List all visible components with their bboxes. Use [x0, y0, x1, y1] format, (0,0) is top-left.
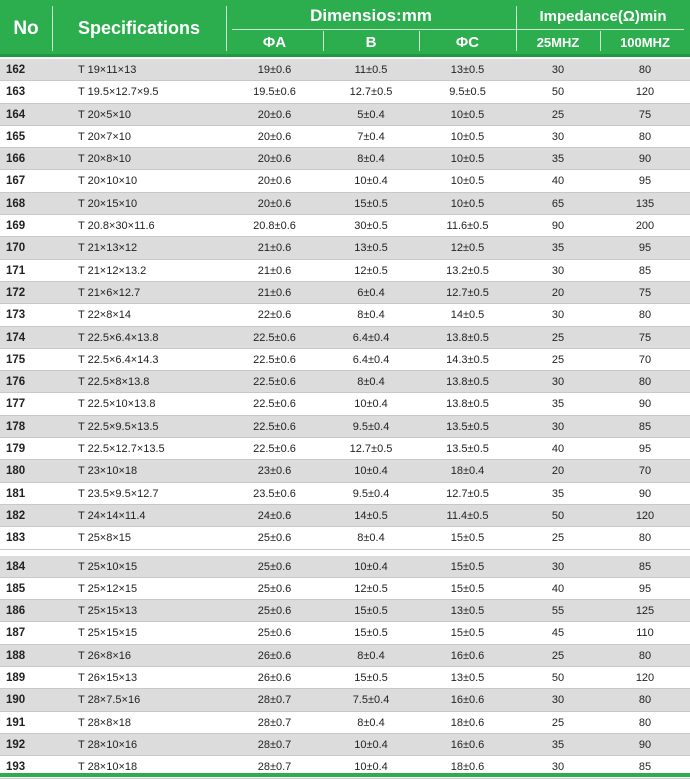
cell-no: 182 — [6, 509, 26, 522]
table-row — [0, 600, 690, 622]
cell-impedance-100mhz: 120 — [635, 86, 655, 99]
cell-dim-a: 25±0.6 — [257, 605, 292, 618]
table-header — [0, 0, 690, 57]
cell-dim-a: 23.5±0.6 — [253, 487, 296, 500]
cell-impedance-25mhz: 35 — [551, 242, 565, 255]
cell-dim-b: 10±0.4 — [354, 560, 388, 573]
cell-dim-c: 15±0.5 — [450, 560, 485, 573]
cell-dim-c: 10±0.5 — [450, 153, 485, 166]
cell-dim-a: 20±0.6 — [257, 108, 292, 121]
header-impedance: Impedance(Ω)min — [539, 7, 667, 25]
table-footer-bar — [0, 773, 690, 777]
cell-specification: T 20×7×10 — [78, 130, 132, 143]
cell-impedance-25mhz: 25 — [551, 649, 565, 662]
cell-impedance-25mhz: 25 — [551, 716, 565, 729]
cell-impedance-100mhz: 90 — [638, 153, 652, 166]
cell-impedance-100mhz: 80 — [638, 694, 652, 707]
cell-dim-c: 11.4±0.5 — [446, 509, 489, 522]
cell-no: 190 — [6, 694, 26, 707]
cell-specification: T 26×8×16 — [78, 649, 132, 662]
cell-impedance-100mhz: 95 — [638, 175, 652, 188]
cell-impedance-25mhz: 30 — [551, 694, 565, 707]
table-row — [0, 104, 690, 126]
cell-dim-c: 15±0.5 — [450, 582, 485, 595]
cell-impedance-100mhz: 90 — [638, 738, 652, 751]
table-row — [0, 215, 690, 237]
cell-impedance-100mhz: 70 — [638, 465, 652, 478]
cell-dim-a: 20±0.6 — [257, 130, 292, 143]
cell-dim-a: 25±0.6 — [257, 627, 292, 640]
cell-impedance-25mhz: 30 — [551, 560, 565, 573]
cell-no: 163 — [6, 86, 26, 99]
cell-impedance-100mhz: 80 — [638, 64, 652, 76]
cell-no: 174 — [6, 331, 26, 344]
table-row — [0, 578, 690, 600]
cell-dim-a: 22.5±0.6 — [253, 398, 296, 411]
cell-dim-c: 13±0.5 — [450, 672, 485, 685]
cell-dim-b: 6.4±0.4 — [352, 353, 390, 366]
cell-impedance-25mhz: 30 — [551, 761, 565, 774]
cell-dim-b: 6.4±0.4 — [352, 331, 390, 344]
cell-no: 189 — [6, 672, 26, 685]
cell-specification: T 20.8×30×11.6 — [78, 220, 155, 233]
cell-dim-a: 26±0.6 — [257, 672, 292, 685]
cell-dim-b: 12.7±0.5 — [349, 443, 393, 456]
cell-impedance-100mhz: 80 — [638, 716, 652, 729]
cell-impedance-25mhz: 25 — [551, 353, 565, 366]
cell-dim-b: 8±0.4 — [357, 716, 385, 729]
cell-no: 192 — [6, 738, 26, 751]
table-row — [0, 193, 690, 215]
cell-impedance-25mhz: 30 — [551, 420, 565, 433]
cell-impedance-100mhz: 120 — [635, 509, 655, 522]
row-divider — [0, 778, 690, 779]
table-row — [0, 170, 690, 192]
cell-impedance-25mhz: 30 — [551, 309, 565, 322]
cell-impedance-100mhz: 85 — [638, 560, 652, 573]
cell-impedance-25mhz: 40 — [551, 175, 565, 188]
cell-no: 167 — [6, 175, 26, 188]
cell-dim-a: 19.5±0.6 — [253, 86, 296, 99]
cell-specification: T 22.5×9.5×13.5 — [78, 420, 159, 433]
cell-dim-c: 15±0.5 — [450, 627, 485, 640]
cell-dim-b: 6±0.4 — [357, 286, 385, 299]
cell-dim-a: 22.5±0.6 — [253, 376, 296, 389]
cell-dim-c: 18±0.6 — [450, 716, 485, 729]
cell-dim-a: 22.5±0.6 — [253, 443, 296, 456]
cell-no: 186 — [6, 605, 26, 618]
table-row — [0, 556, 690, 578]
cell-impedance-100mhz: 85 — [638, 264, 652, 277]
cell-dim-b: 10±0.4 — [354, 398, 388, 411]
cell-impedance-100mhz: 200 — [635, 220, 655, 233]
cell-impedance-100mhz: 70 — [638, 353, 652, 366]
cell-dim-c: 13.2±0.5 — [446, 264, 489, 277]
cell-dim-a: 21±0.6 — [257, 264, 292, 277]
cell-dim-c: 13.8±0.5 — [446, 376, 489, 389]
cell-impedance-25mhz: 50 — [551, 672, 565, 685]
cell-specification: T 25×15×15 — [78, 627, 138, 640]
cell-dim-b: 9.5±0.4 — [352, 487, 390, 500]
cell-dim-a: 20±0.6 — [257, 197, 292, 210]
table-row — [0, 734, 690, 756]
cell-specification: T 25×12×15 — [78, 582, 138, 595]
cell-specification: T 25×15×13 — [78, 605, 138, 618]
cell-dim-a: 22.5±0.6 — [253, 420, 296, 433]
cell-no: 180 — [6, 465, 26, 478]
table-row — [0, 438, 690, 460]
cell-impedance-100mhz: 85 — [638, 761, 652, 774]
cell-dim-b: 15±0.5 — [354, 627, 388, 640]
cell-dim-b: 8±0.4 — [357, 376, 385, 389]
cell-dim-b: 15±0.5 — [354, 672, 388, 685]
cell-impedance-25mhz: 65 — [551, 197, 565, 210]
cell-specification: T 22.5×10×13.8 — [78, 398, 156, 411]
table-body — [0, 59, 690, 779]
cell-no: 191 — [6, 716, 26, 729]
cell-dim-b: 7.5±0.4 — [352, 694, 390, 707]
header-divider — [600, 31, 601, 51]
cell-no: 181 — [6, 487, 26, 500]
cell-specification: T 24×14×11.4 — [78, 509, 146, 522]
cell-specification: T 22.5×12.7×13.5 — [78, 443, 165, 456]
cell-no: 164 — [6, 108, 26, 121]
table-row — [0, 81, 690, 103]
cell-dim-b: 9.5±0.4 — [352, 420, 390, 433]
cell-impedance-25mhz: 25 — [551, 331, 565, 344]
cell-dim-c: 9.5±0.5 — [449, 86, 486, 99]
header-divider — [52, 6, 53, 51]
cell-impedance-100mhz: 85 — [638, 420, 652, 433]
cell-impedance-100mhz: 80 — [638, 649, 652, 662]
cell-dim-b: 8±0.4 — [357, 532, 385, 545]
cell-impedance-100mhz: 125 — [635, 605, 655, 618]
header-divider — [232, 29, 684, 30]
cell-dim-b: 10±0.4 — [354, 738, 388, 751]
header-col-c: ΦC — [455, 33, 480, 51]
table-row — [0, 527, 690, 549]
cell-dim-a: 23±0.6 — [257, 465, 292, 478]
cell-impedance-100mhz: 95 — [638, 582, 652, 595]
table-row — [0, 689, 690, 711]
table-row — [0, 327, 690, 349]
table-row — [0, 460, 690, 482]
cell-specification: T 23.5×9.5×12.7 — [78, 487, 159, 500]
cell-no: 184 — [6, 560, 26, 573]
cell-dim-b: 8±0.4 — [357, 649, 385, 662]
cell-impedance-100mhz: 75 — [638, 108, 652, 121]
cell-dim-a: 28±0.7 — [257, 694, 292, 707]
cell-dim-b: 10±0.4 — [354, 175, 388, 188]
cell-dim-b: 12±0.5 — [354, 264, 388, 277]
cell-impedance-25mhz: 30 — [551, 64, 565, 76]
cell-no: 171 — [6, 264, 26, 277]
cell-impedance-25mhz: 25 — [551, 532, 565, 545]
cell-impedance-100mhz: 95 — [638, 242, 652, 255]
cell-no: 187 — [6, 627, 26, 640]
cell-impedance-100mhz: 75 — [638, 286, 652, 299]
cell-dim-a: 25±0.6 — [257, 560, 292, 573]
cell-no: 170 — [6, 242, 26, 255]
cell-impedance-25mhz: 30 — [551, 376, 565, 389]
cell-dim-c: 13±0.5 — [450, 605, 485, 618]
cell-impedance-100mhz: 80 — [638, 130, 652, 143]
cell-impedance-100mhz: 90 — [638, 487, 652, 500]
table-row — [0, 304, 690, 326]
cell-impedance-100mhz: 80 — [638, 309, 652, 322]
header-dimensions: Dimensios:mm — [310, 6, 432, 25]
cell-no: 183 — [6, 532, 26, 545]
cell-specification: T 19×11×13 — [78, 64, 137, 76]
header-no: No — [13, 17, 39, 39]
cell-specification: T 22×8×14 — [78, 309, 132, 322]
cell-dim-c: 10±0.5 — [450, 108, 485, 121]
cell-dim-c: 15±0.5 — [450, 532, 485, 545]
cell-dim-b: 10±0.4 — [354, 761, 388, 774]
cell-dim-c: 11.6±0.5 — [446, 220, 489, 233]
table-row — [0, 622, 690, 644]
header-col-b: B — [365, 33, 377, 51]
cell-specification: T 20×10×10 — [78, 175, 138, 188]
cell-dim-b: 10±0.4 — [354, 465, 388, 478]
cell-impedance-25mhz: 55 — [551, 605, 565, 618]
cell-specification: T 28×10×16 — [78, 738, 138, 751]
cell-dim-c: 14.3±0.5 — [446, 353, 489, 366]
cell-no: 178 — [6, 420, 26, 433]
cell-no: 168 — [6, 197, 26, 210]
cell-specification: T 25×8×15 — [78, 532, 132, 545]
cell-dim-b: 11±0.5 — [354, 64, 388, 76]
cell-dim-c: 12.7±0.5 — [446, 487, 489, 500]
cell-dim-c: 12±0.5 — [450, 242, 485, 255]
cell-impedance-25mhz: 30 — [551, 264, 565, 277]
cell-dim-a: 28±0.7 — [257, 761, 292, 774]
cell-impedance-25mhz: 35 — [551, 398, 565, 411]
cell-impedance-25mhz: 90 — [551, 220, 565, 233]
cell-specification: T 20×5×10 — [78, 108, 132, 121]
cell-impedance-100mhz: 90 — [638, 398, 652, 411]
table-row — [0, 645, 690, 667]
table-row — [0, 237, 690, 259]
cell-dim-a: 26±0.6 — [257, 649, 292, 662]
cell-dim-c: 13.8±0.5 — [446, 398, 489, 411]
cell-no: 165 — [6, 130, 26, 143]
cell-dim-a: 19±0.6 — [257, 64, 292, 76]
header-divider — [226, 6, 227, 51]
cell-impedance-100mhz: 95 — [638, 443, 652, 456]
cell-impedance-25mhz: 20 — [551, 465, 565, 478]
cell-specification: T 22.5×8×13.8 — [78, 376, 150, 389]
header-divider — [323, 31, 324, 51]
cell-dim-c: 13.5±0.5 — [446, 443, 489, 456]
cell-dim-a: 28±0.7 — [257, 738, 292, 751]
header-col-a: ΦA — [262, 33, 287, 51]
cell-no: 179 — [6, 443, 26, 456]
cell-impedance-25mhz: 50 — [551, 509, 565, 522]
cell-dim-c: 10±0.5 — [450, 130, 485, 143]
cell-no: 173 — [6, 309, 26, 322]
cell-dim-c: 10±0.5 — [450, 197, 485, 210]
cell-impedance-25mhz: 35 — [551, 738, 565, 751]
cell-specification: T 21×13×12 — [78, 242, 138, 255]
cell-dim-b: 12.7±0.5 — [349, 86, 393, 99]
cell-impedance-25mhz: 50 — [551, 86, 565, 99]
cell-no: 162 — [6, 64, 26, 76]
cell-dim-c: 13±0.5 — [450, 64, 485, 76]
table-row — [0, 416, 690, 438]
table-row — [0, 349, 690, 371]
cell-impedance-25mhz: 40 — [551, 443, 565, 456]
table-row — [0, 393, 690, 415]
cell-dim-c: 14±0.5 — [450, 309, 485, 322]
cell-impedance-25mhz: 35 — [551, 487, 565, 500]
cell-dim-b: 8±0.4 — [357, 309, 385, 322]
cell-dim-b: 12±0.5 — [354, 582, 388, 595]
header-specifications: Specifications — [77, 18, 201, 38]
cell-dim-a: 25±0.6 — [257, 582, 292, 595]
cell-no: 193 — [6, 761, 26, 774]
cell-impedance-100mhz: 120 — [635, 672, 655, 685]
cell-no: 172 — [6, 286, 26, 299]
header-divider — [419, 31, 420, 51]
cell-no: 166 — [6, 153, 26, 166]
table-row — [0, 712, 690, 734]
cell-dim-b: 7±0.4 — [357, 130, 385, 143]
cell-specification: T 28×10×18 — [78, 761, 138, 774]
cell-no: 188 — [6, 649, 26, 662]
cell-no: 169 — [6, 220, 26, 233]
cell-specification: T 21×12×13.2 — [78, 264, 147, 277]
cell-dim-a: 21±0.6 — [257, 242, 292, 255]
cell-specification: T 20×15×10 — [78, 197, 138, 210]
table-row — [0, 483, 690, 505]
cell-specification: T 22.5×6.4×13.8 — [78, 331, 159, 344]
cell-dim-c: 18±0.4 — [450, 465, 485, 478]
cell-impedance-25mhz: 40 — [551, 582, 565, 595]
cell-dim-c: 13.8±0.5 — [446, 331, 489, 344]
cell-impedance-25mhz: 30 — [551, 130, 565, 143]
table-row — [0, 126, 690, 148]
cell-dim-c: 10±0.5 — [450, 175, 485, 188]
table-row — [0, 282, 690, 304]
cell-dim-a: 24±0.6 — [257, 509, 292, 522]
cell-impedance-100mhz: 135 — [635, 197, 655, 210]
cell-specification: T 21×6×12.7 — [78, 286, 141, 299]
cell-dim-b: 14±0.5 — [354, 509, 388, 522]
cell-no: 176 — [6, 376, 26, 389]
cell-no: 175 — [6, 353, 26, 366]
table-row — [0, 667, 690, 689]
cell-specification: T 19.5×12.7×9.5 — [78, 86, 159, 99]
cell-dim-c: 16±0.6 — [450, 694, 485, 707]
cell-dim-a: 22.5±0.6 — [253, 331, 296, 344]
cell-dim-b: 13±0.5 — [354, 242, 388, 255]
cell-no: 185 — [6, 582, 26, 595]
cell-impedance-100mhz: 80 — [638, 376, 652, 389]
cell-dim-b: 30±0.5 — [354, 220, 388, 233]
cell-dim-c: 18±0.6 — [450, 761, 485, 774]
header-col-25mhz: 25MHZ — [536, 34, 580, 50]
table-row — [0, 59, 690, 81]
cell-dim-b: 15±0.5 — [354, 197, 388, 210]
cell-dim-c: 12.7±0.5 — [446, 286, 489, 299]
cell-impedance-25mhz: 45 — [551, 627, 565, 640]
cell-specification: T 26×15×13 — [78, 672, 138, 685]
table-row — [0, 371, 690, 393]
cell-impedance-25mhz: 35 — [551, 153, 565, 166]
cell-dim-b: 5±0.4 — [357, 108, 385, 121]
cell-dim-c: 13.5±0.5 — [446, 420, 489, 433]
cell-dim-c: 16±0.6 — [450, 738, 485, 751]
header-col-100mhz: 100MHZ — [620, 34, 670, 50]
cell-dim-a: 22±0.6 — [257, 309, 292, 322]
cell-specification: T 25×10×15 — [78, 560, 138, 573]
cell-specification: T 28×8×18 — [78, 716, 132, 729]
cell-impedance-25mhz: 20 — [551, 286, 565, 299]
cell-dim-a: 20.8±0.6 — [253, 220, 296, 233]
table-row — [0, 260, 690, 282]
row-divider — [0, 549, 690, 550]
table-row — [0, 505, 690, 527]
cell-dim-c: 16±0.6 — [450, 649, 485, 662]
cell-dim-a: 21±0.6 — [257, 286, 292, 299]
cell-impedance-100mhz: 75 — [638, 331, 652, 344]
cell-specification: T 22.5×6.4×14.3 — [78, 353, 159, 366]
cell-impedance-25mhz: 25 — [551, 108, 565, 121]
cell-dim-a: 20±0.6 — [257, 175, 292, 188]
cell-no: 177 — [6, 398, 26, 411]
cell-dim-b: 15±0.5 — [354, 605, 388, 618]
cell-dim-a: 28±0.7 — [257, 716, 292, 729]
cell-dim-a: 22.5±0.6 — [253, 353, 296, 366]
cell-impedance-100mhz: 80 — [638, 532, 652, 545]
cell-specification: T 23×10×18 — [78, 465, 138, 478]
cell-specification: T 28×7.5×16 — [78, 694, 141, 707]
cell-dim-a: 25±0.6 — [257, 532, 292, 545]
cell-dim-a: 20±0.6 — [257, 153, 292, 166]
table-row — [0, 148, 690, 170]
cell-dim-b: 8±0.4 — [357, 153, 385, 166]
cell-impedance-100mhz: 110 — [636, 627, 654, 640]
cell-specification: T 20×8×10 — [78, 153, 132, 166]
